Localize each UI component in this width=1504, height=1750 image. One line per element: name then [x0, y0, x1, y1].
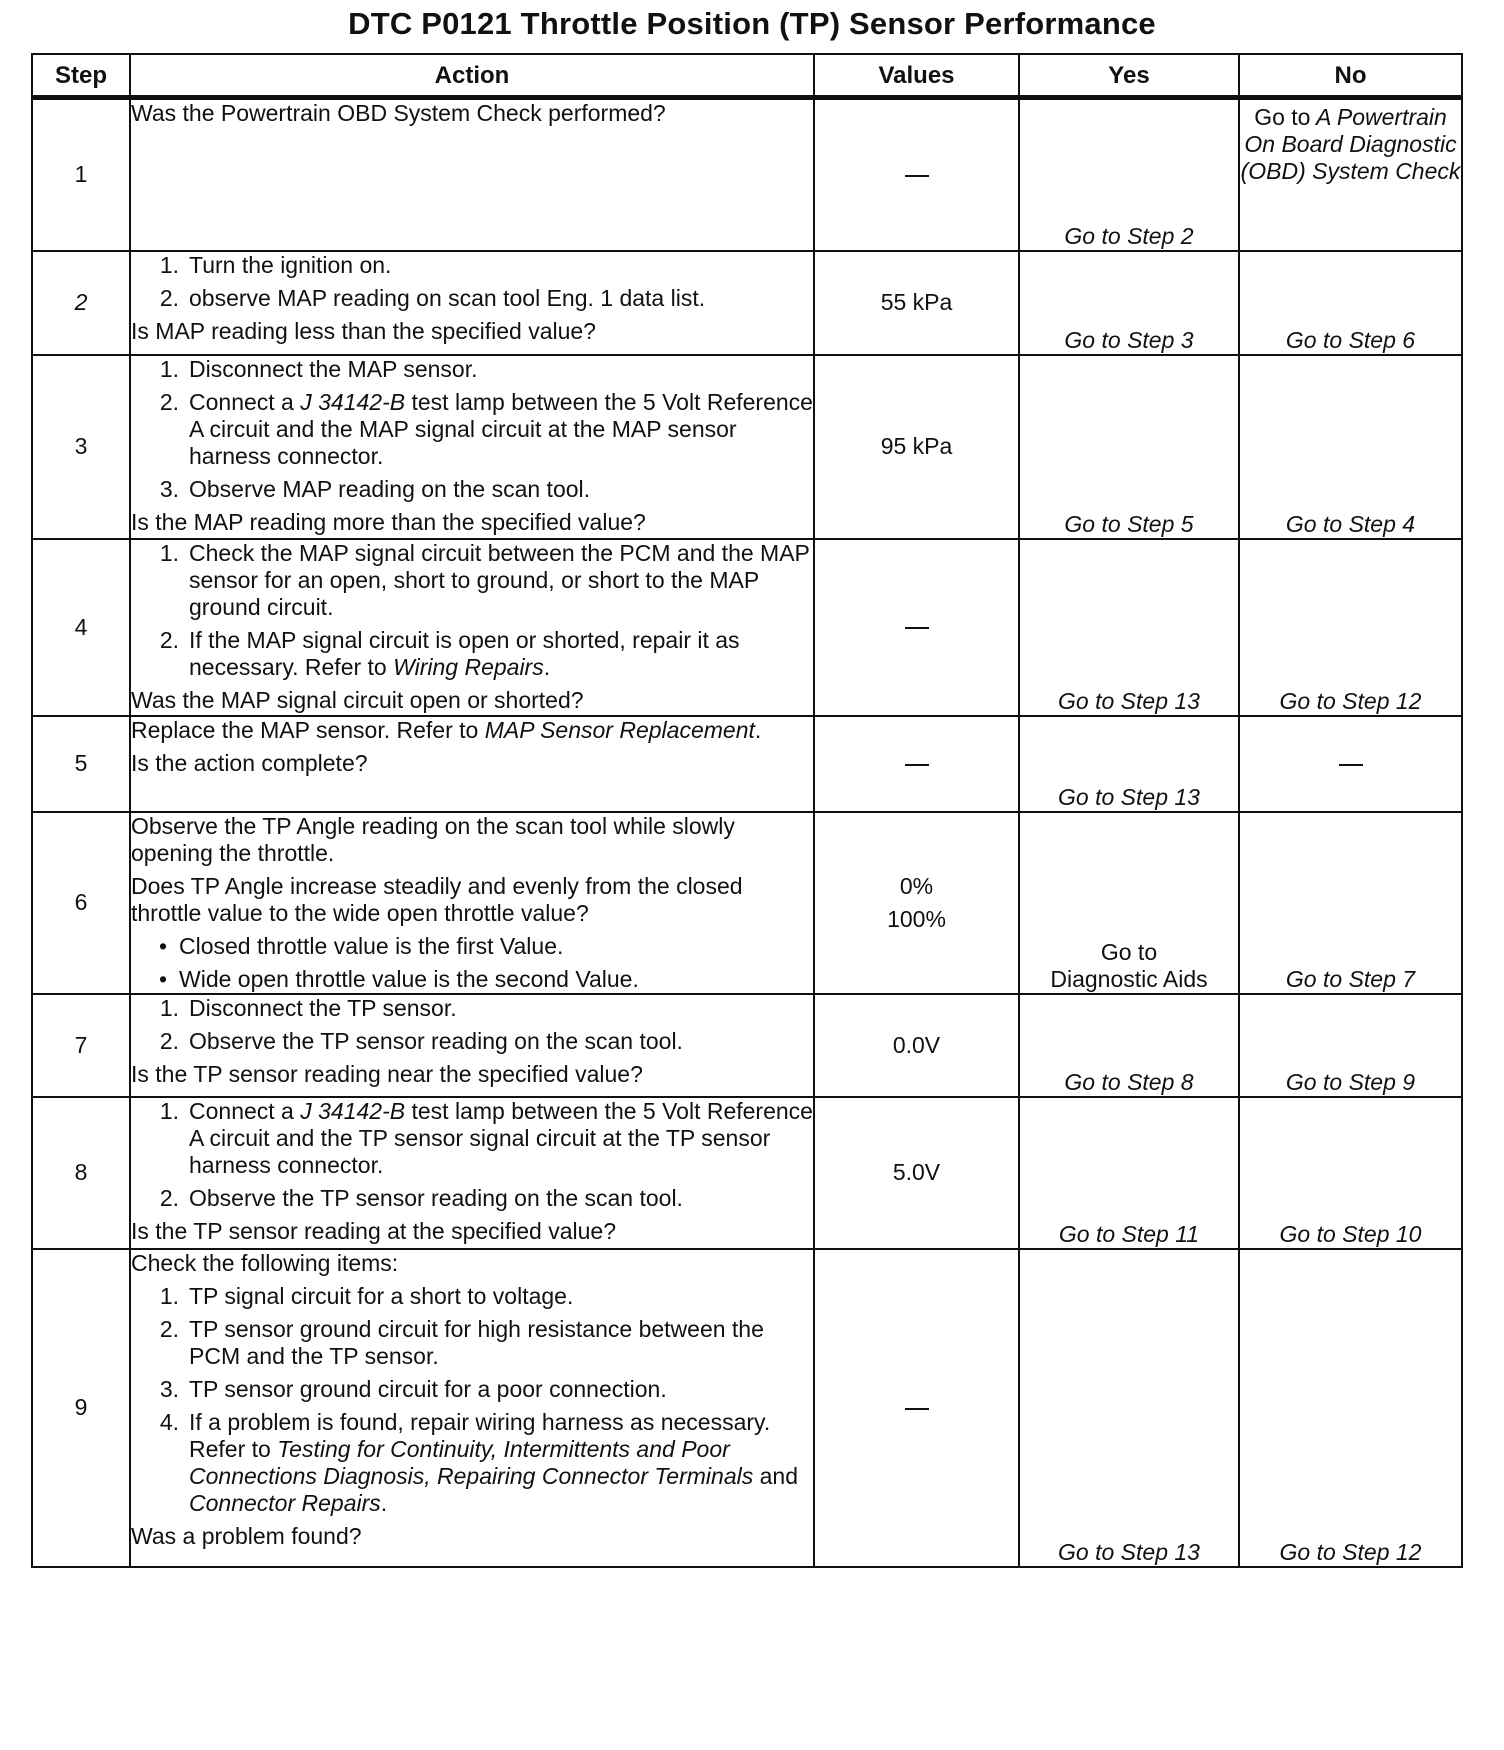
no-cell: Go to Step 7: [1239, 812, 1462, 994]
value-line: 0%: [899, 872, 934, 899]
action-cell: [130, 994, 814, 1097]
list-item-text: Check the MAP signal circuit between the PCM and the MAP sensor for an open, short to ground, or short to the MAP ground circuit.: [189, 539, 810, 620]
header-row: [32, 54, 1462, 98]
list-item: 1. Connect a J 34142-B test lamp between the 5 Volt Reference A circuit and the TP sensor signal circuit at the TP sensor harness connector.: [159, 1097, 813, 1178]
list-item: 2. TP sensor ground circuit for high resistance between the PCM and the TP sensor.: [131, 1316, 813, 1370]
table-row: [32, 1249, 1462, 1567]
step-number: 1: [32, 98, 130, 251]
list-item: 3. Observe MAP reading on the scan tool.: [131, 476, 813, 503]
instruction-text: Replace the MAP sensor. Refer to: [131, 716, 479, 743]
page-title: DTC P0121 Throttle Position (TP) Sensor Performance: [348, 6, 1156, 41]
step-number-text: 2: [74, 289, 88, 315]
values-cell: [814, 1249, 1019, 1567]
list-item-text: TP sensor ground circuit for high resistance between the PCM and the TP sensor.: [189, 1315, 764, 1369]
list-item-text: observe MAP reading on scan tool Eng. 1 data list.: [189, 284, 706, 311]
list-item: 4. If a problem is found, repair wiring harness as necessary. Refer to Testing for Continuity, Intermittents and Poor Connections Diagnosis, Repairing Connector Terminals and Connector Repairs.: [159, 1408, 798, 1516]
action-cell: [130, 98, 814, 251]
header-no: No: [1239, 54, 1462, 98]
no-cell: Go to Step 9: [1239, 994, 1462, 1097]
step-number: 3: [32, 355, 130, 539]
values-cell: [814, 98, 1019, 251]
yes-line: Diagnostic Aids: [1050, 965, 1208, 992]
value-line: 100%: [887, 905, 946, 932]
action-cell: [130, 812, 814, 994]
list-item-text: If the MAP signal circuit is open or shorted, repair it as necessary. Refer to: [189, 626, 740, 680]
manual-reference: MAP Sensor Replacement: [484, 716, 755, 743]
list-item: 1. Disconnect the TP sensor.: [131, 995, 813, 1022]
values-cell: 5.0V: [814, 1097, 1019, 1249]
step-number: 8: [32, 1097, 130, 1249]
bullet-item: • Closed throttle value is the first Value.: [131, 933, 813, 960]
action-cell: [130, 1249, 814, 1567]
question: Is the TP sensor reading near the specified value?: [131, 1060, 643, 1087]
list-item: 1. TP signal circuit for a short to voltage.: [131, 1283, 813, 1310]
table-row: [32, 994, 1462, 1097]
step-number: 5: [32, 716, 130, 812]
yes-cell: Go to Step 13: [1019, 539, 1239, 716]
list-item-text: TP sensor ground circuit for a poor connection.: [189, 1375, 667, 1402]
list-item: 2. If the MAP signal circuit is open or shorted, repair it as necessary. Refer to Wiring Repairs.: [159, 626, 740, 680]
dash-mark: [905, 764, 929, 766]
values-cell: [814, 539, 1019, 716]
list-item-text: Disconnect the MAP sensor.: [189, 355, 478, 382]
header-step: Step: [32, 54, 130, 98]
step-number: [32, 251, 130, 355]
no-cell: Go to Step 6: [1239, 251, 1462, 355]
tool-reference: J 34142-B: [300, 388, 406, 415]
no-reference: A Powertrain On Board Diagnostic (OBD) System Check: [1240, 104, 1461, 184]
diagnostic-table: [31, 53, 1463, 1568]
list-item: 2. Observe the TP sensor reading on the scan tool.: [131, 1185, 813, 1212]
step-number: 9: [32, 1249, 130, 1567]
manual-reference: Testing for Continuity, Intermittents and Poor Connections Diagnosis, Repairing Connector Terminals: [189, 1435, 754, 1489]
step-number: 6: [32, 812, 130, 994]
values-cell: 55 kPa: [814, 251, 1019, 355]
list-item: 1. Check the MAP signal circuit between the PCM and the MAP sensor for an open, short to ground, or short to the MAP ground circuit.: [131, 540, 813, 621]
manual-reference: Wiring Repairs: [393, 653, 544, 680]
values-cell: [814, 716, 1019, 812]
list-item: 2. Connect a J 34142-B test lamp between the 5 Volt Reference A circuit and the MAP signal circuit at the MAP sensor harness connector.: [159, 388, 813, 469]
table-row: [32, 1097, 1462, 1249]
bullet-item: • Wide open throttle value is the second Value.: [131, 966, 813, 993]
bullet-text: Wide open throttle value is the second Value.: [179, 965, 639, 992]
table-row: [32, 812, 1462, 994]
question: Is the action complete?: [131, 749, 368, 776]
no-cell: Go to Step 12: [1239, 539, 1462, 716]
yes-cell: Go to Step 5: [1019, 355, 1239, 539]
dash-mark: [905, 1408, 929, 1410]
instruction: Observe the TP Angle reading on the scan tool while slowly opening the throttle.: [131, 812, 735, 866]
list-item-text: test lamp between the 5 Volt Reference A circuit and the TP sensor signal circuit at the TP sensor harness connector.: [189, 1097, 813, 1178]
question: Was the Powertrain OBD System Check performed?: [131, 100, 666, 126]
yes-cell: Go to Step 13: [1019, 1249, 1239, 1567]
yes-cell: Go to Step 8: [1019, 994, 1239, 1097]
list-item: 2. observe MAP reading on scan tool Eng. 1 data list.: [131, 285, 813, 312]
instruction: Check the following items:: [131, 1249, 399, 1276]
tool-reference: J 34142-B: [300, 1097, 406, 1124]
no-cell: Go to Step 10: [1239, 1097, 1462, 1249]
list-item-text: If a problem is found, repair wiring harness as necessary. Refer to: [189, 1408, 771, 1462]
question: Was a problem found?: [131, 1522, 362, 1549]
no-prefix: Go to: [1254, 104, 1311, 130]
yes-cell: [1019, 812, 1239, 994]
no-cell: Go to Step 12: [1239, 1249, 1462, 1567]
instruction: Replace the MAP sensor. Refer to MAP Sensor Replacement.: [131, 716, 762, 743]
dash-mark: [1339, 764, 1363, 766]
yes-cell: Go to Step 13: [1019, 716, 1239, 812]
list-item-text: Observe the TP sensor reading on the scan tool.: [189, 1027, 683, 1054]
manual-reference: Connector Repairs: [189, 1489, 381, 1516]
list-item-text: Disconnect the TP sensor.: [189, 994, 457, 1021]
no-cell: [1239, 716, 1462, 812]
action-cell: [130, 716, 814, 812]
dash-mark: [905, 175, 929, 177]
list-item-text: Connect a: [189, 388, 294, 415]
table-row: [32, 539, 1462, 716]
list-item: 2. Observe the TP sensor reading on the scan tool.: [131, 1028, 813, 1055]
list-item-text: test lamp between the 5 Volt Reference A circuit and the MAP signal circuit at the MAP sensor harness connector.: [189, 388, 813, 469]
dash-mark: [905, 627, 929, 629]
yes-cell: Go to Step 2: [1019, 98, 1239, 251]
list-item: 1. Disconnect the MAP sensor.: [131, 356, 813, 383]
values-cell: [814, 812, 1019, 994]
question: Is the MAP reading more than the specified value?: [131, 508, 646, 535]
no-cell: [1239, 98, 1462, 251]
list-item-text: and: [759, 1462, 798, 1489]
header-yes: Yes: [1019, 54, 1239, 98]
values-cell: 95 kPa: [814, 355, 1019, 539]
list-item-text: TP signal circuit for a short to voltage.: [189, 1282, 574, 1309]
question: Does TP Angle increase steadily and evenly from the closed throttle value to the wide open throttle value?: [131, 872, 743, 926]
list-item-text: Connect a: [189, 1097, 294, 1124]
list-item-text: Turn the ignition on.: [189, 251, 392, 278]
table-row: [32, 251, 1462, 355]
question: Is MAP reading less than the specified value?: [131, 317, 596, 344]
step-number: 4: [32, 539, 130, 716]
step-number: 7: [32, 994, 130, 1097]
action-cell: [130, 251, 814, 355]
yes-line: Go to: [1100, 938, 1158, 965]
list-item-text: Observe the TP sensor reading on the scan tool.: [189, 1184, 683, 1211]
yes-cell: Go to Step 11: [1019, 1097, 1239, 1249]
table-row: [32, 98, 1462, 251]
bullet-text: Closed throttle value is the first Value.: [179, 932, 564, 959]
no-cell: Go to Step 4: [1239, 355, 1462, 539]
action-cell: [130, 1097, 814, 1249]
table-row: [32, 355, 1462, 539]
list-item: 1. Turn the ignition on.: [131, 252, 813, 279]
list-item-text: Observe MAP reading on the scan tool.: [189, 475, 591, 502]
action-cell: [130, 355, 814, 539]
values-cell: 0.0V: [814, 994, 1019, 1097]
list-item: 3. TP sensor ground circuit for a poor connection.: [131, 1376, 813, 1403]
table-row: [32, 716, 1462, 812]
yes-cell: Go to Step 3: [1019, 251, 1239, 355]
question: Was the MAP signal circuit open or shorted?: [131, 686, 584, 713]
question: Is the TP sensor reading at the specified value?: [131, 1217, 617, 1244]
action-cell: [130, 539, 814, 716]
header-action: Action: [130, 54, 814, 98]
header-values: Values: [814, 54, 1019, 98]
